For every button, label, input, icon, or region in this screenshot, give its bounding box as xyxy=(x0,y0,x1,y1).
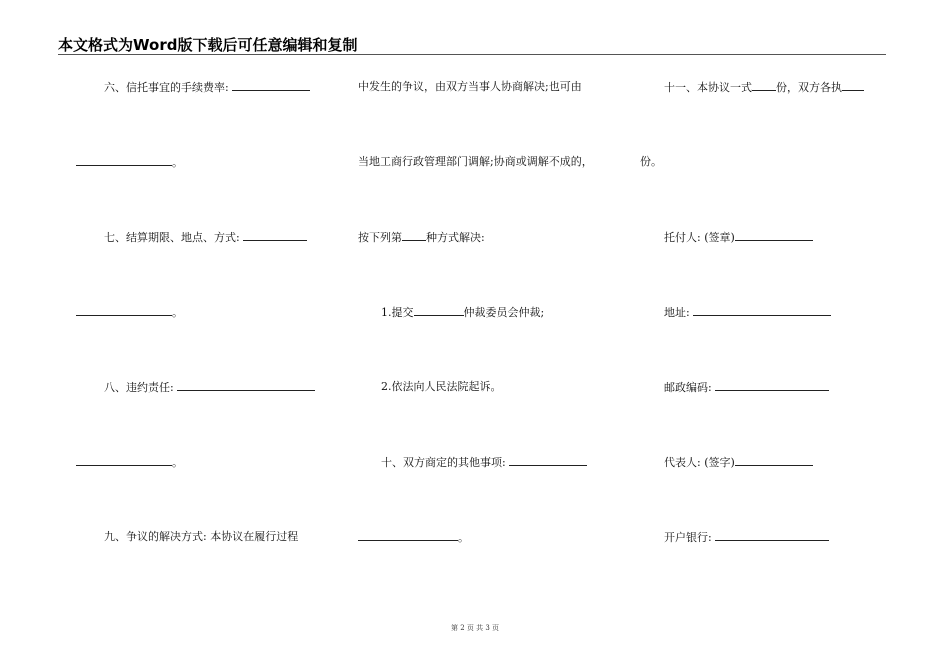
clause-7-line xyxy=(104,230,307,245)
clause-10-blank-2 xyxy=(358,530,458,541)
bank-label: 开户银行: xyxy=(664,531,712,544)
clause-11-blank-2 xyxy=(842,80,864,91)
clause-6-line xyxy=(104,80,310,95)
clause-11-prefix: 十一、本协议一式 xyxy=(664,81,752,94)
clause-7-continuation xyxy=(76,305,183,320)
representative-signature-line xyxy=(664,455,813,470)
address-blank xyxy=(693,305,831,316)
clause-9-text: 九、争议的解决方式: 本协议在履行过程 xyxy=(104,530,299,543)
principal-signature-line xyxy=(664,230,813,245)
clause-8-text: 八、违约责任: xyxy=(104,381,174,394)
principal-signature-blank xyxy=(735,230,813,241)
option-1-prefix: 1.提交 xyxy=(381,306,414,319)
clause-6-period: 。 xyxy=(172,156,183,169)
clause-11-blank-1 xyxy=(752,80,776,91)
principal-label: 托付人: (签章) xyxy=(664,231,735,244)
clause-11-middle: 份，双方各执 xyxy=(776,81,842,94)
clause-10-text: 十、双方商定的其他事项: xyxy=(381,456,506,469)
bank-line xyxy=(664,530,829,545)
dispute-method-blank xyxy=(402,230,426,241)
postcode-blank xyxy=(715,380,829,391)
clause-11-continuation: 份。 xyxy=(640,155,662,168)
option-1-suffix: 仲裁委员会仲裁; xyxy=(463,306,545,319)
postcode-line xyxy=(664,380,829,395)
clause-6-blank xyxy=(232,80,310,91)
postcode-label: 邮政编码: xyxy=(664,381,712,394)
clause-7-text: 七、结算期限、地点、方式: xyxy=(104,231,240,244)
option-2-line: 2.依法向人民法院起诉。 xyxy=(381,380,502,393)
address-line xyxy=(664,305,831,320)
clause-8-blank xyxy=(177,380,315,391)
option-1-line xyxy=(381,305,544,320)
dispute-text-line-2: 当地工商行政管理部门调解;协商或调解不成的， xyxy=(358,155,593,168)
page-number-footer: 第 2 页 共 3 页 xyxy=(450,624,500,632)
clause-6-text: 六、信托事宜的手续费率: xyxy=(104,81,229,94)
dispute-method-suffix: 种方式解决: xyxy=(426,231,485,244)
clause-10-continuation xyxy=(358,530,469,545)
clause-6-blank-2 xyxy=(76,155,172,166)
clause-8-line xyxy=(104,380,315,395)
clause-11-line xyxy=(664,80,864,95)
document-header-title: 本文格式为Word版下载后可任意编辑和复制 xyxy=(58,36,358,54)
clause-8-period: 。 xyxy=(172,456,183,469)
dispute-method-prefix: 按下列第 xyxy=(358,231,402,244)
clause-7-blank-2 xyxy=(76,305,172,316)
clause-9-line xyxy=(104,530,298,544)
representative-label: 代表人: (签字) xyxy=(664,456,735,469)
option-1-blank xyxy=(414,305,464,316)
clause-7-blank xyxy=(243,230,307,241)
dispute-method-line xyxy=(358,230,485,245)
header-divider xyxy=(58,54,886,55)
address-label: 地址: xyxy=(664,306,690,319)
clause-8-continuation xyxy=(76,455,183,470)
bank-blank xyxy=(715,530,829,541)
dispute-text-line-1: 中发生的争议，由双方当事人协商解决;也可由 xyxy=(358,80,582,93)
representative-signature-blank xyxy=(735,455,813,466)
clause-7-period: 。 xyxy=(172,306,183,319)
clause-10-blank xyxy=(509,455,587,466)
clause-10-line xyxy=(381,455,587,470)
clause-10-period: 。 xyxy=(458,531,469,544)
clause-8-blank-2 xyxy=(76,455,172,466)
clause-6-continuation xyxy=(76,155,183,170)
